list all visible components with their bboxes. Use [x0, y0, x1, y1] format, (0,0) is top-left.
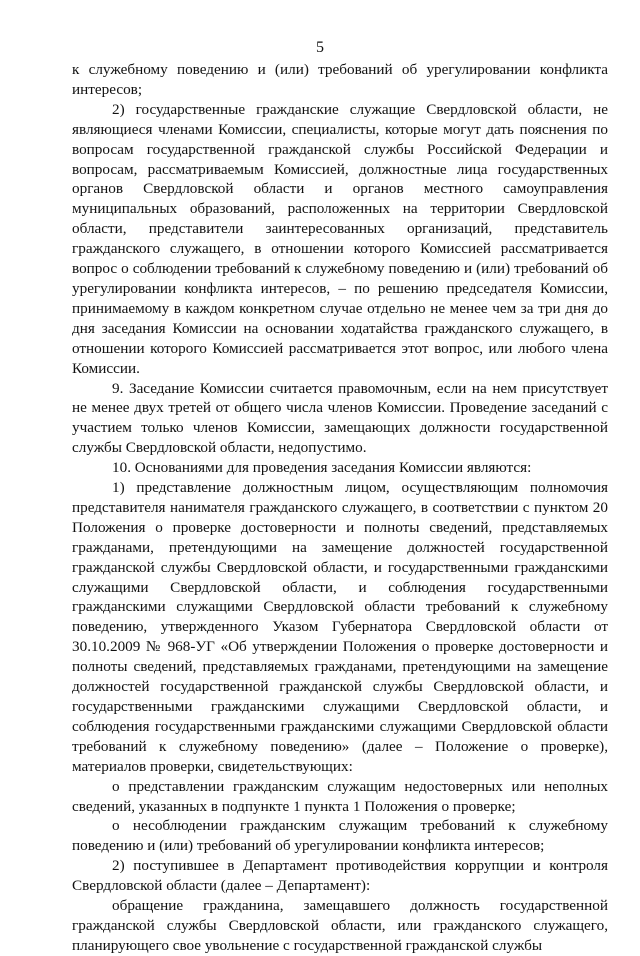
paragraph-subitem-noncompliance: о несоблюдении гражданским служащим требований к служебному поведению и (или) требований об урегулировании конфликта интересов;	[72, 817, 608, 855]
paragraph-10-item-2: 2) поступившее в Департамент противодействия коррупции и контроля Свердловской области (далее – Департамент):	[72, 857, 608, 895]
paragraph-appeal: обращение гражданина, замещавшего должность государственной гражданской службы Свердловской области, или гражданского служащего, планирующего свое увольнение с государственной гражданской службы	[72, 897, 608, 954]
paragraph-9-quorum: 9. Заседание Комиссии считается правомочным, если на нем присутствует не менее двух третей от общего числа членов Комиссии. Проведение заседаний с участием только членов Комиссии, замещающих должности государственной службы Свердловской области, недопустимо.	[72, 379, 608, 457]
paragraph-continuation: к служебному поведению и (или) требований об урегулировании конфликта интересов;	[72, 61, 608, 98]
paragraph-subitem-false-info: о представлении гражданским служащим недостоверных или неполных сведений, указанных в подпункте 1 пункта 1 Положения о проверке;	[72, 777, 608, 815]
page-number: 5	[316, 39, 324, 56]
paragraph-10-grounds: 10. Основаниями для проведения заседания Комиссии являются:	[112, 459, 532, 477]
document-body	[72, 60, 608, 956]
paragraph-item-2-participants: 2) государственные гражданские служащие Свердловской области, не являющиеся членами Комиссии, специалисты, которые могут дать пояснения по вопросам государственной гражданской службы Российской Федерации и вопросам, рассматриваемым Комиссией, должностные лица государственных органов Свердловской области и органов местного самоуправления муниципальных образований, расположенных на территории Свердловской области, представители заинтересованных организаций, представитель гражданского служащего, в отношении которого Комиссией рассматривается вопрос о соблюдении требований к служебному поведению и (или) требований об урегулировании конфликта интересов, – по решению председателя Комиссии, принимаемому в каждом конкретном случае отдельно не менее чем за три дня до дня заседания Комиссии на основании ходатайства гражданского служащего, в отношении которого Комиссией рассматривается этот вопрос, или любого члена Комиссии.	[72, 100, 608, 377]
paragraph-10-item-1: 1) представление должностным лицом, осуществляющим полномочия представителя нанимателя гражданского служащего, в соответствии с пунктом 20 Положения о проверке достоверности и полноты сведений, представляемых гражданами, претендующими на замещение должностей государственной гражданской службы Свердловской области, и государственными гражданскими служащими Свердловской области, и соблюдения государственными гражданскими служащими Свердловской области требований к служебному поведению, утвержденного Указом Губернатора Свердловской области от 30.10.2009 № 968-УГ «Об утверждении Положения о проверке достоверности и полноты сведений, представляемых гражданами, претендующими на замещение должностей государственной гражданской службы Свердловской области, и государственными гражданскими служащими Свердловской области, и соблюдения государственными гражданскими служащими Свердловской области требований к служебному поведению» (далее – Положение о проверке), материалов проверки, свидетельствующих:	[72, 479, 608, 775]
